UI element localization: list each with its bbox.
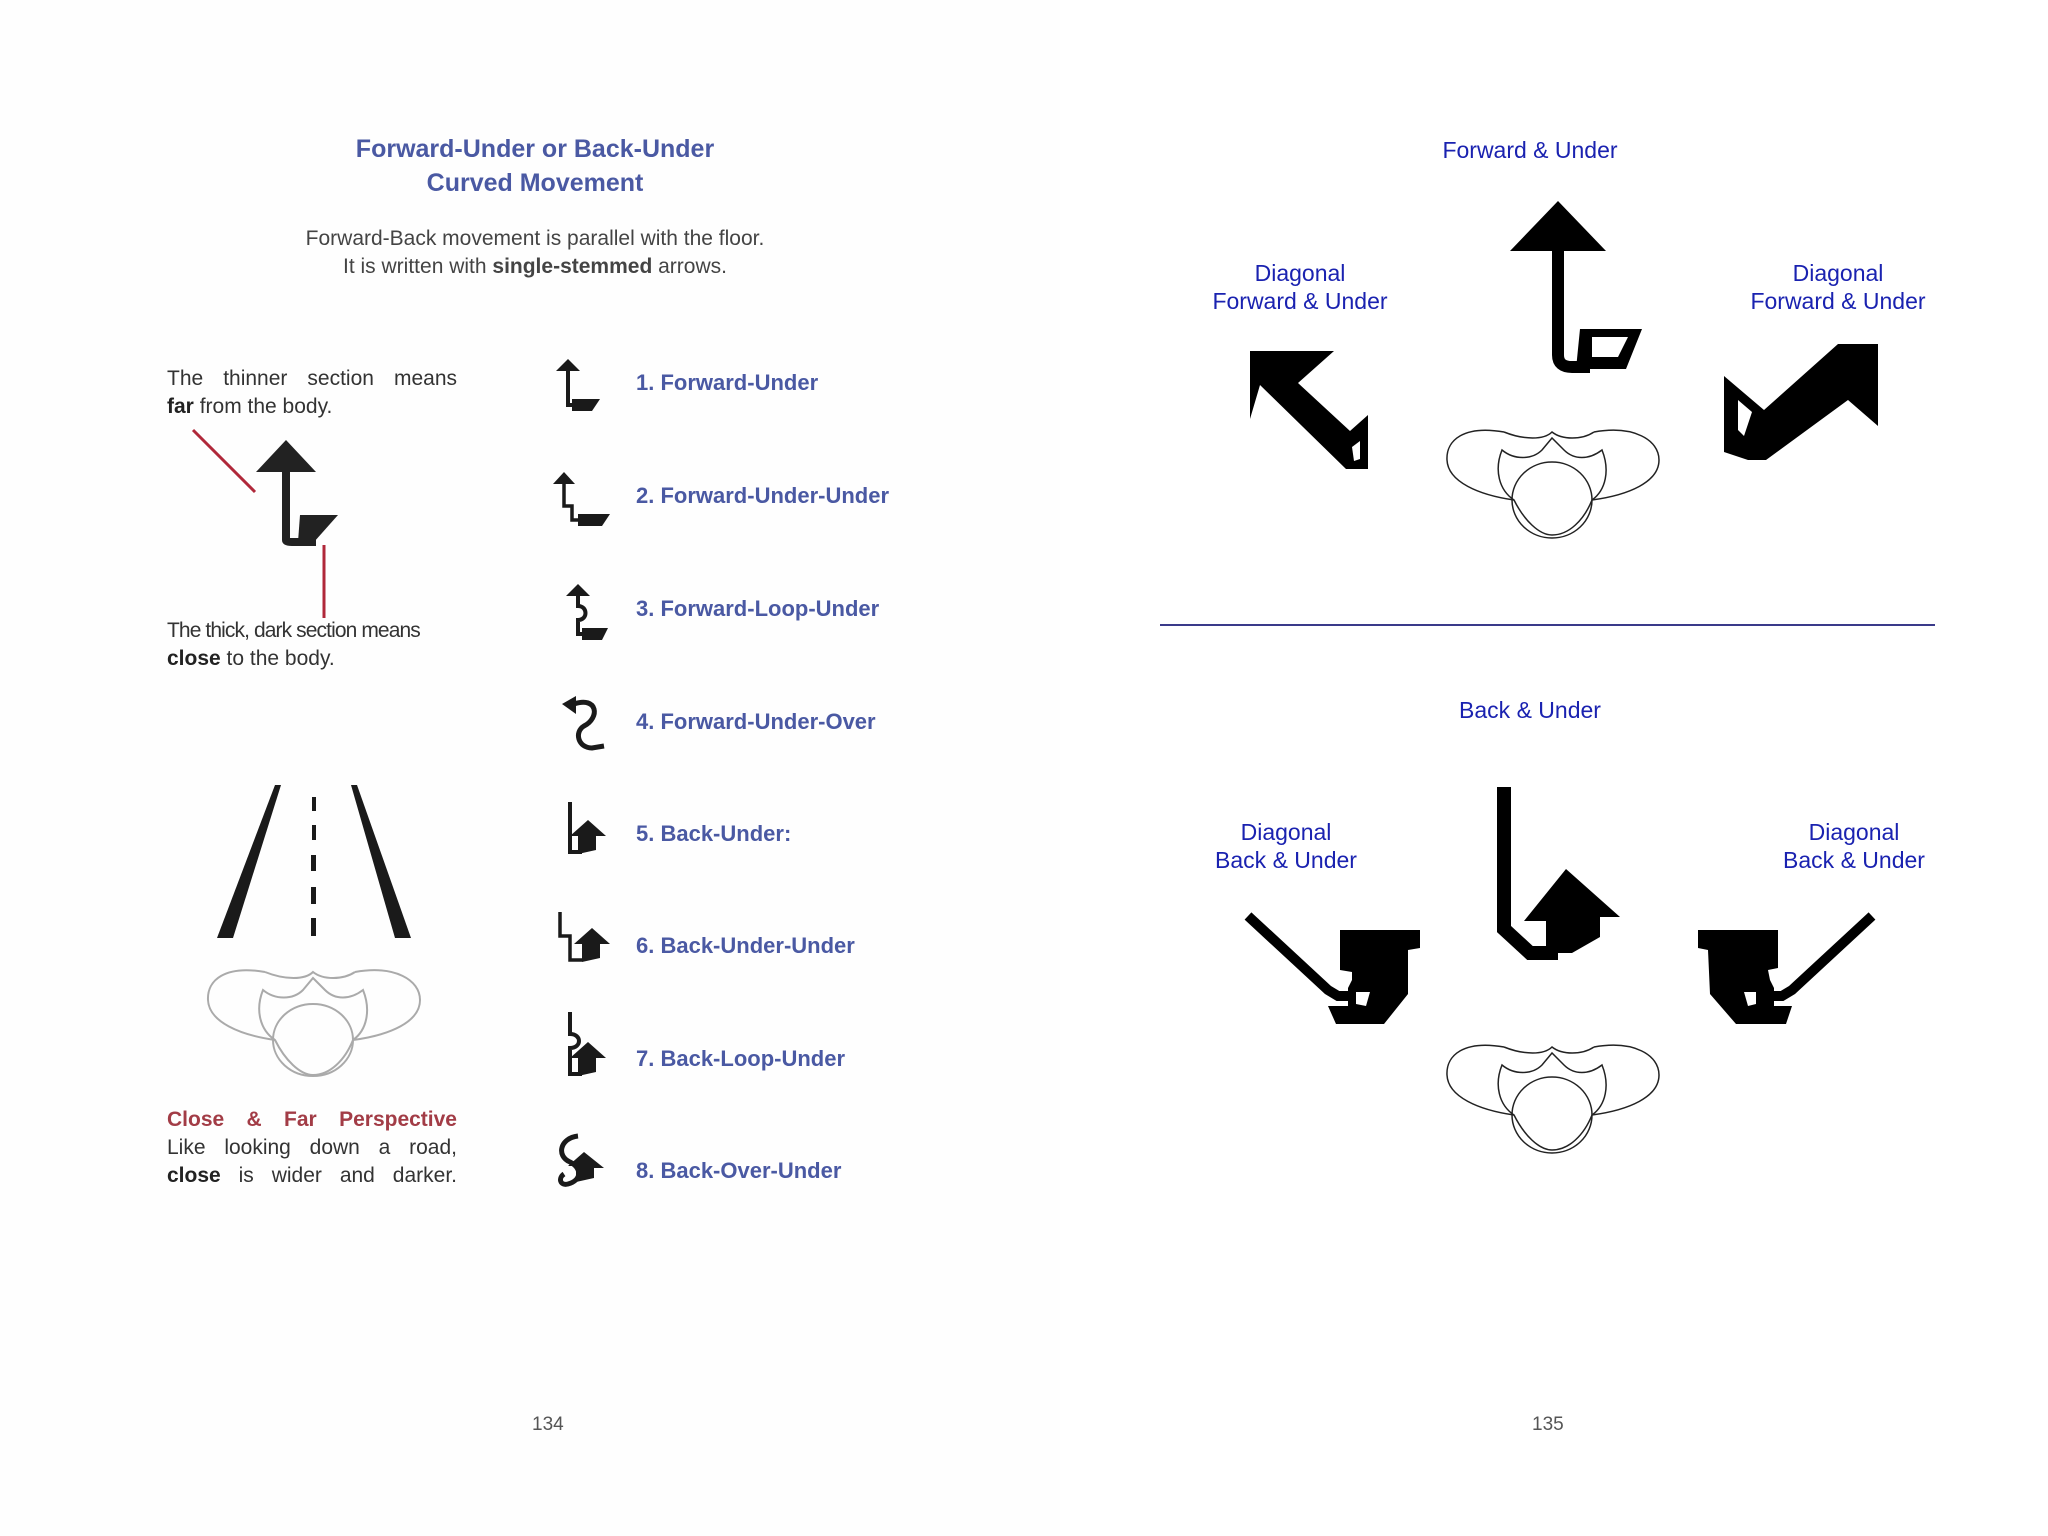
diagonal-forward-under-left-icon bbox=[1250, 345, 1410, 485]
head-top-view bbox=[205, 960, 425, 1080]
thin-section-note bbox=[167, 365, 457, 421]
diagonal-forward-under-left-label bbox=[1170, 259, 1430, 315]
movement-label-2: 2. Forward-Under-Under bbox=[636, 483, 890, 508]
diagonal-back-under-left-icon bbox=[1244, 910, 1424, 1030]
movement-label-5: 5. Back-Under: bbox=[636, 821, 792, 846]
road-right-edge bbox=[351, 785, 411, 938]
movement-label-1: 1. Forward-Under bbox=[636, 370, 819, 395]
thick-section-note bbox=[167, 617, 457, 673]
diagonal-back-right-line-2: Back & Under bbox=[1783, 847, 1925, 873]
movement-label-3: 3. Forward-Loop-Under bbox=[636, 596, 880, 621]
intro-line-2-bold: single-stemmed bbox=[492, 255, 653, 278]
thick-note-line-2 bbox=[167, 645, 457, 673]
perspective-line-2 bbox=[167, 1162, 457, 1190]
intro-text bbox=[235, 225, 835, 281]
diagonal-forward-under-right-icon bbox=[1718, 340, 1878, 480]
example-arrow-diagram bbox=[190, 430, 390, 630]
diagonal-forward-under-right-label bbox=[1708, 259, 1968, 315]
diagonal-back-left-line-2: Back & Under bbox=[1215, 847, 1357, 873]
diagonal-back-under-left-label bbox=[1156, 818, 1416, 874]
diagonal-back-left-line-1: Diagonal bbox=[1240, 819, 1332, 845]
diagonal-back-under-right-icon bbox=[1696, 910, 1876, 1030]
perspective-caption bbox=[167, 1106, 457, 1190]
diagonal-left-line-1: Diagonal bbox=[1254, 260, 1346, 286]
thin-note-rest: from the body. bbox=[193, 395, 333, 418]
perspective-rest: is wider and darker. bbox=[220, 1164, 457, 1187]
forward-under-under-icon bbox=[548, 468, 628, 528]
title-line-2: Curved Movement bbox=[426, 169, 644, 197]
far-pointer-line bbox=[193, 430, 255, 492]
road-center-dashes bbox=[311, 797, 316, 936]
head-top-view-back bbox=[1444, 1035, 1664, 1165]
intro-line-2-pre: It is written with bbox=[343, 255, 493, 278]
forward-under-over-icon bbox=[548, 692, 628, 752]
head-top-view-forward bbox=[1444, 420, 1664, 550]
forward-under-arrow-icon bbox=[1480, 195, 1640, 395]
movement-label-6: 6. Back-Under-Under bbox=[636, 933, 855, 958]
thick-note-line-1: The thick, dark section means bbox=[167, 619, 420, 642]
page-number-right: 135 bbox=[1532, 1414, 1564, 1435]
forward-loop-under-icon bbox=[548, 580, 628, 640]
thick-note-rest: to the body. bbox=[220, 647, 335, 670]
thick-note-bold: close bbox=[167, 647, 221, 670]
intro-line-2 bbox=[235, 253, 835, 281]
thin-note-bold: far bbox=[167, 395, 194, 418]
page-number-left: 134 bbox=[532, 1414, 564, 1435]
back-under-label: Back & Under bbox=[1459, 697, 1601, 723]
movement-label-8: 8. Back-Over-Under bbox=[636, 1158, 842, 1183]
forward-under-example-icon bbox=[256, 440, 338, 542]
title-line-1: Forward-Under or Back-Under bbox=[355, 135, 715, 163]
back-over-under-icon bbox=[548, 1134, 628, 1194]
diagonal-left-line-2: Forward & Under bbox=[1212, 288, 1388, 314]
road-perspective-illustration bbox=[205, 775, 425, 945]
diagonal-right-line-2: Forward & Under bbox=[1750, 288, 1926, 314]
perspective-bold: close bbox=[167, 1164, 221, 1187]
section-divider bbox=[1160, 624, 1935, 626]
back-loop-under-icon bbox=[548, 1010, 628, 1080]
thin-note-line-2 bbox=[167, 393, 457, 421]
thin-note-line-1: The thinner section means bbox=[167, 367, 457, 390]
intro-line-1: Forward-Back movement is parallel with the floor. bbox=[305, 227, 765, 250]
intro-line-2-post: arrows. bbox=[652, 255, 727, 278]
movement-label-4: 4. Forward-Under-Over bbox=[636, 709, 876, 734]
back-under-under-icon bbox=[548, 912, 628, 972]
right-page bbox=[1060, 0, 2048, 1536]
forward-under-label: Forward & Under bbox=[1442, 137, 1618, 163]
diagonal-right-line-1: Diagonal bbox=[1792, 260, 1884, 286]
forward-under-icon bbox=[548, 355, 628, 415]
road-left-edge bbox=[217, 785, 281, 938]
back-under-arrow-icon bbox=[1490, 785, 1630, 965]
diagonal-back-right-line-1: Diagonal bbox=[1808, 819, 1900, 845]
movement-label-7: 7. Back-Loop-Under bbox=[636, 1046, 846, 1071]
perspective-line-1: Like looking down a road, bbox=[167, 1136, 457, 1159]
page-title bbox=[300, 132, 770, 200]
diagonal-back-under-right-label bbox=[1724, 818, 1984, 874]
back-under-icon bbox=[548, 802, 628, 862]
perspective-title: Close & Far Perspective bbox=[167, 1108, 457, 1131]
